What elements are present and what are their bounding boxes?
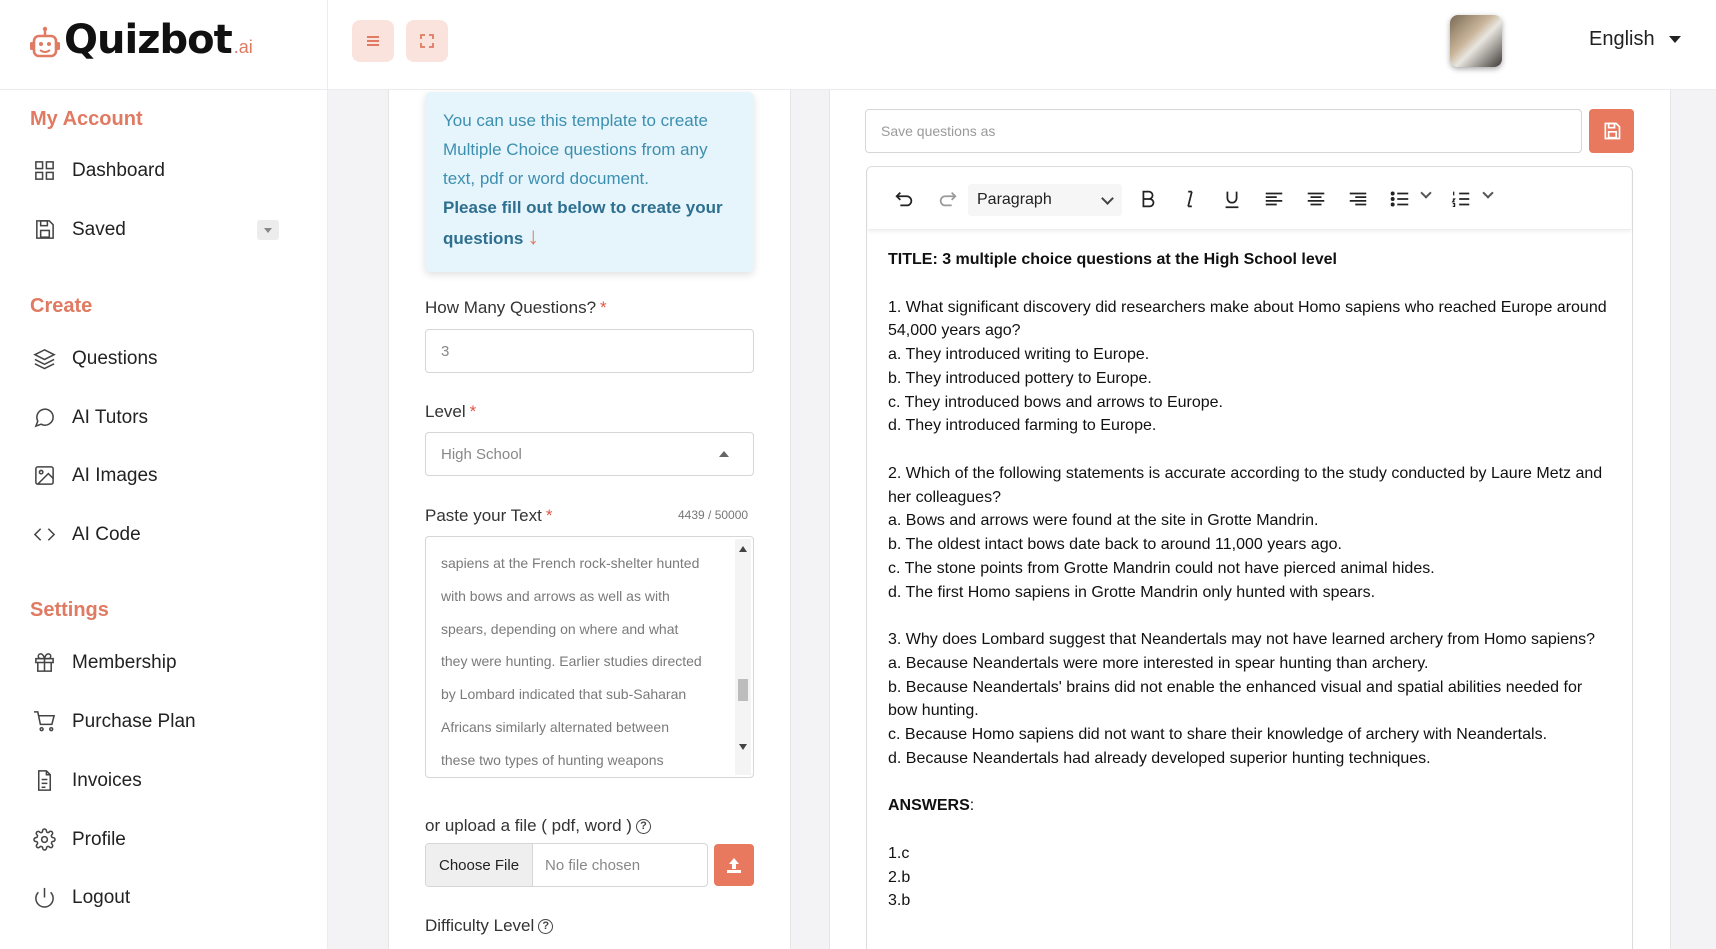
fullscreen-button[interactable] — [406, 20, 448, 62]
quiz-title: TITLE: 3 multiple choice questions at the High School level — [888, 251, 1337, 268]
option: a. Bows and arrows were found at the site in Grotte Mandrin. — [888, 512, 1319, 530]
section-title-create: Create — [30, 295, 93, 317]
paste-text-label: Paste your Text * — [425, 506, 553, 525]
sidebar-item-label: Membership — [72, 651, 177, 673]
answer-item: 1.c — [888, 844, 910, 862]
difficulty-label: Difficulty Level ? — [425, 916, 553, 936]
question-1: 1. What significant discovery did researchers make about Homo sapiens who reached Europe around 54,000 years ago? — [888, 298, 1607, 340]
sidebar-item-invoices[interactable] — [33, 769, 142, 792]
logo-suffix: .ai — [233, 37, 253, 57]
chevron-down-icon[interactable] — [1482, 187, 1493, 198]
section-title-settings: Settings — [30, 599, 109, 621]
top-header — [0, 0, 1716, 90]
save-questions-input[interactable]: Save questions as — [865, 109, 1582, 153]
align-center-icon — [1305, 188, 1327, 210]
sidebar-item-dashboard[interactable] — [33, 159, 165, 182]
hamburger-icon — [364, 32, 382, 50]
numbered-list-icon — [1450, 188, 1472, 210]
scroll-thumb[interactable] — [738, 679, 748, 701]
upload-label: or upload a file ( pdf, word ) ? — [425, 816, 651, 836]
caret-down-icon — [264, 228, 272, 233]
help-icon[interactable]: ? — [636, 819, 651, 834]
bulleted-list-button[interactable] — [1386, 184, 1414, 214]
level-select[interactable]: High School — [425, 432, 754, 476]
option: b. Because Neandertals' brains did not enable the enhanced visual and spatial abilities needed for bow hunting. — [888, 678, 1583, 720]
chat-icon — [33, 406, 56, 429]
paragraph-style-select[interactable]: Paragraph — [968, 184, 1122, 216]
option: c. Because Homo sapiens did not want to share their knowledge of archery with Neandertals. — [888, 726, 1548, 743]
upload-icon — [724, 855, 744, 875]
layers-icon — [33, 347, 56, 370]
gear-icon — [33, 828, 56, 851]
underline-icon — [1221, 188, 1243, 210]
help-icon[interactable]: ? — [538, 919, 553, 934]
bold-button[interactable] — [1134, 184, 1162, 214]
answers-heading: ANSWERS: — [888, 797, 975, 815]
save-icon — [1602, 121, 1622, 141]
language-label: English — [1589, 28, 1655, 50]
bulleted-list-icon — [1389, 188, 1411, 210]
power-icon — [33, 886, 56, 909]
arrow-down-icon: ↓ — [527, 223, 540, 250]
robot-logo-icon — [30, 26, 60, 62]
choose-file-button[interactable]: Choose File — [426, 844, 533, 886]
align-right-icon — [1347, 188, 1369, 210]
menu-toggle-button[interactable] — [352, 20, 394, 62]
undo-icon — [893, 188, 915, 210]
save-button[interactable] — [1589, 109, 1634, 153]
sidebar-item-label: Saved — [72, 218, 126, 240]
cart-icon — [33, 710, 56, 733]
italic-button[interactable] — [1176, 184, 1204, 214]
scroll-up-icon[interactable] — [739, 546, 747, 552]
character-counter: 4439 / 50000 — [678, 508, 749, 522]
info-text: You can use this template to create Multiple Choice questions from any text, pdf or word document. — [443, 111, 708, 188]
sidebar-item-ai-images[interactable] — [33, 464, 158, 487]
sidebar-item-label: AI Tutors — [72, 406, 149, 428]
caret-down-icon — [1669, 36, 1681, 43]
sidebar-item-ai-code[interactable] — [33, 523, 141, 546]
file-status: No file chosen — [545, 856, 641, 874]
file-input[interactable] — [425, 843, 708, 887]
save-icon — [33, 218, 56, 241]
code-icon — [33, 523, 56, 546]
sidebar-item-label: Logout — [72, 886, 131, 908]
sidebar-item-label: AI Code — [72, 523, 141, 545]
align-right-button[interactable] — [1344, 184, 1372, 214]
grid-icon — [33, 159, 56, 182]
sidebar-item-logout[interactable] — [33, 886, 130, 909]
option: d. Because Neandertals had already developed superior hunting techniques. — [888, 749, 1431, 767]
sidebar-item-purchase-plan[interactable] — [33, 710, 196, 733]
chevron-down-icon[interactable] — [1420, 187, 1431, 198]
italic-icon — [1179, 188, 1201, 210]
option: a. Because Neandertals were more interested in spear hunting than archery. — [888, 654, 1429, 672]
align-left-button[interactable] — [1260, 184, 1288, 214]
gift-icon — [33, 651, 56, 674]
sidebar-divider — [327, 0, 328, 949]
align-center-button[interactable] — [1302, 184, 1330, 214]
caret-up-icon — [719, 451, 729, 457]
option: d. They introduced farming to Europe. — [888, 417, 1157, 435]
sidebar-item-label: Questions — [72, 347, 158, 369]
logo-text: Quizbot — [64, 17, 232, 63]
saved-expand-toggle[interactable] — [257, 220, 279, 240]
sidebar-item-ai-tutors[interactable] — [33, 406, 148, 429]
sidebar-item-label: Invoices — [72, 769, 142, 791]
level-label: Level * — [425, 402, 477, 421]
align-left-icon — [1263, 188, 1285, 210]
language-selector[interactable] — [1589, 28, 1681, 51]
upload-button[interactable] — [714, 844, 754, 886]
redo-button[interactable] — [934, 184, 962, 214]
textarea-scrollbar[interactable] — [735, 539, 751, 775]
questions-count-label: How Many Questions? * — [425, 298, 607, 317]
image-icon — [33, 464, 56, 487]
editor-content[interactable] — [888, 248, 1608, 913]
editor-toolbar — [868, 168, 1631, 230]
redo-icon — [937, 188, 959, 210]
sidebar-item-questions[interactable] — [33, 347, 158, 370]
underline-button[interactable] — [1218, 184, 1246, 214]
option: d. The first Homo sapiens in Grotte Mandrin only hunted with spears. — [888, 583, 1376, 601]
template-info-box — [425, 92, 754, 272]
user-avatar[interactable] — [1450, 15, 1502, 67]
sidebar-item-label: Purchase Plan — [72, 710, 196, 732]
quizbot-logo[interactable] — [30, 18, 253, 62]
info-instruction: Please fill out below to create your questions — [443, 198, 723, 248]
sidebar-item-label: Dashboard — [72, 159, 165, 181]
undo-button[interactable] — [890, 184, 918, 214]
option: b. They introduced pottery to Europe. — [888, 369, 1152, 387]
sidebar-item-label: AI Images — [72, 464, 158, 486]
sidebar-item-profile[interactable] — [33, 828, 126, 851]
paste-text-area[interactable] — [425, 536, 754, 778]
sidebar-item-saved[interactable] — [33, 218, 126, 241]
sidebar-item-membership[interactable] — [33, 651, 177, 674]
paste-text-content: sapiens at the French rock-shelter hunted with bows and arrows as well as with spears, depending on where and what they were hunting. Earlier studies directed by Lombard indicated that sub-Saharan Africans similarly alternated between these two types of hunting weapons — [441, 555, 702, 768]
sidebar-item-label: Profile — [72, 828, 126, 850]
question-3: 3. Why does Lombard suggest that Neandertals may not have learned archery from Homo sapiens? — [888, 631, 1596, 648]
answer-item: 2.b — [888, 868, 911, 886]
questions-count-input[interactable]: 3 — [425, 329, 754, 373]
document-icon — [33, 769, 56, 792]
bold-icon — [1137, 188, 1159, 210]
numbered-list-button[interactable] — [1447, 184, 1475, 214]
fullscreen-icon — [418, 32, 436, 50]
chevron-down-icon — [1101, 192, 1114, 205]
option: a. They introduced writing to Europe. — [888, 346, 1150, 363]
scroll-down-icon[interactable] — [739, 744, 747, 750]
section-title-my-account: My Account — [30, 108, 143, 130]
option: b. The oldest intact bows date back to around 11,000 years ago. — [888, 536, 1342, 553]
question-2: 2. Which of the following statements is accurate according to the study conducted by Laure Metz and her colleagues? — [888, 464, 1603, 506]
option: c. The stone points from Grotte Mandrin could not have pierced animal hides. — [888, 559, 1435, 577]
option: c. They introduced bows and arrows to Europe. — [888, 393, 1223, 411]
answer-item: 3.b — [888, 892, 911, 910]
